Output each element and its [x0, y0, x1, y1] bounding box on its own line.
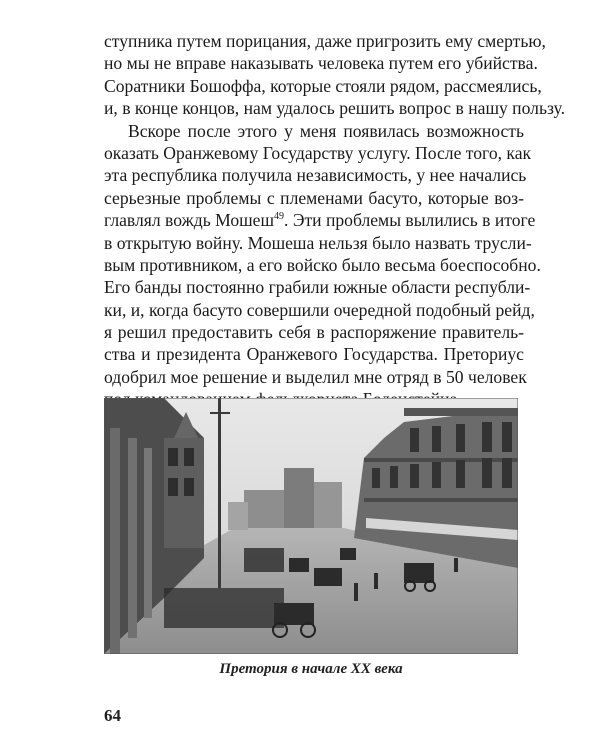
- text-line: в открытую войну. Мошеша нельзя было назвать трусли-: [104, 232, 532, 253]
- text-fragment: главлял вождь Мошеш: [104, 210, 275, 231]
- text-line: ства и президента Оранжевого Государства. Преториус: [104, 344, 524, 365]
- text-line: вым противником, а его войско было весьма боеспособно.: [104, 254, 541, 275]
- text-line: Соратники Бошоффа, которые стояли рядом, рассмеялись,: [104, 75, 542, 96]
- text-line: я решил предоставить себя в распоряжение правитель-: [104, 322, 524, 343]
- body-text: [104, 30, 565, 411]
- text-line: и, в конце концов, нам удалось решить вопрос в нашу пользу.: [104, 98, 565, 119]
- text-fragment: . Эти проблемы вылились в итоге: [284, 210, 536, 231]
- text-line: ки, и, когда басуто совершили очередной подобный рейд,: [104, 299, 535, 320]
- text-line: ступника путем порицания, даже пригрозить ему смертью,: [104, 31, 546, 51]
- text-line: оказать Оранжевому Государству услугу. После того, как: [104, 142, 532, 163]
- text-line-with-footnote: [104, 209, 536, 231]
- photo-caption: Претория в начале XX века: [219, 661, 403, 677]
- text-line: эта республика получила независимость, у нее начались: [104, 165, 527, 186]
- page-number: 64: [104, 706, 121, 725]
- footnote-reference[interactable]: 49: [274, 211, 285, 223]
- text-line: Его банды постоянно грабили южные области республи-: [104, 277, 531, 298]
- text-line: одобрил мое решение и выделил мне отряд в 50 человек: [104, 366, 527, 387]
- text-line: серьезные проблемы с племенами басуто, которые воз-: [104, 187, 524, 208]
- text-line: но мы не вправе наказывать человека путем его убийства.: [104, 53, 538, 74]
- text-line: Вскоре после этого у меня появилась возможность: [128, 120, 524, 141]
- historic-street-photo: [104, 398, 518, 654]
